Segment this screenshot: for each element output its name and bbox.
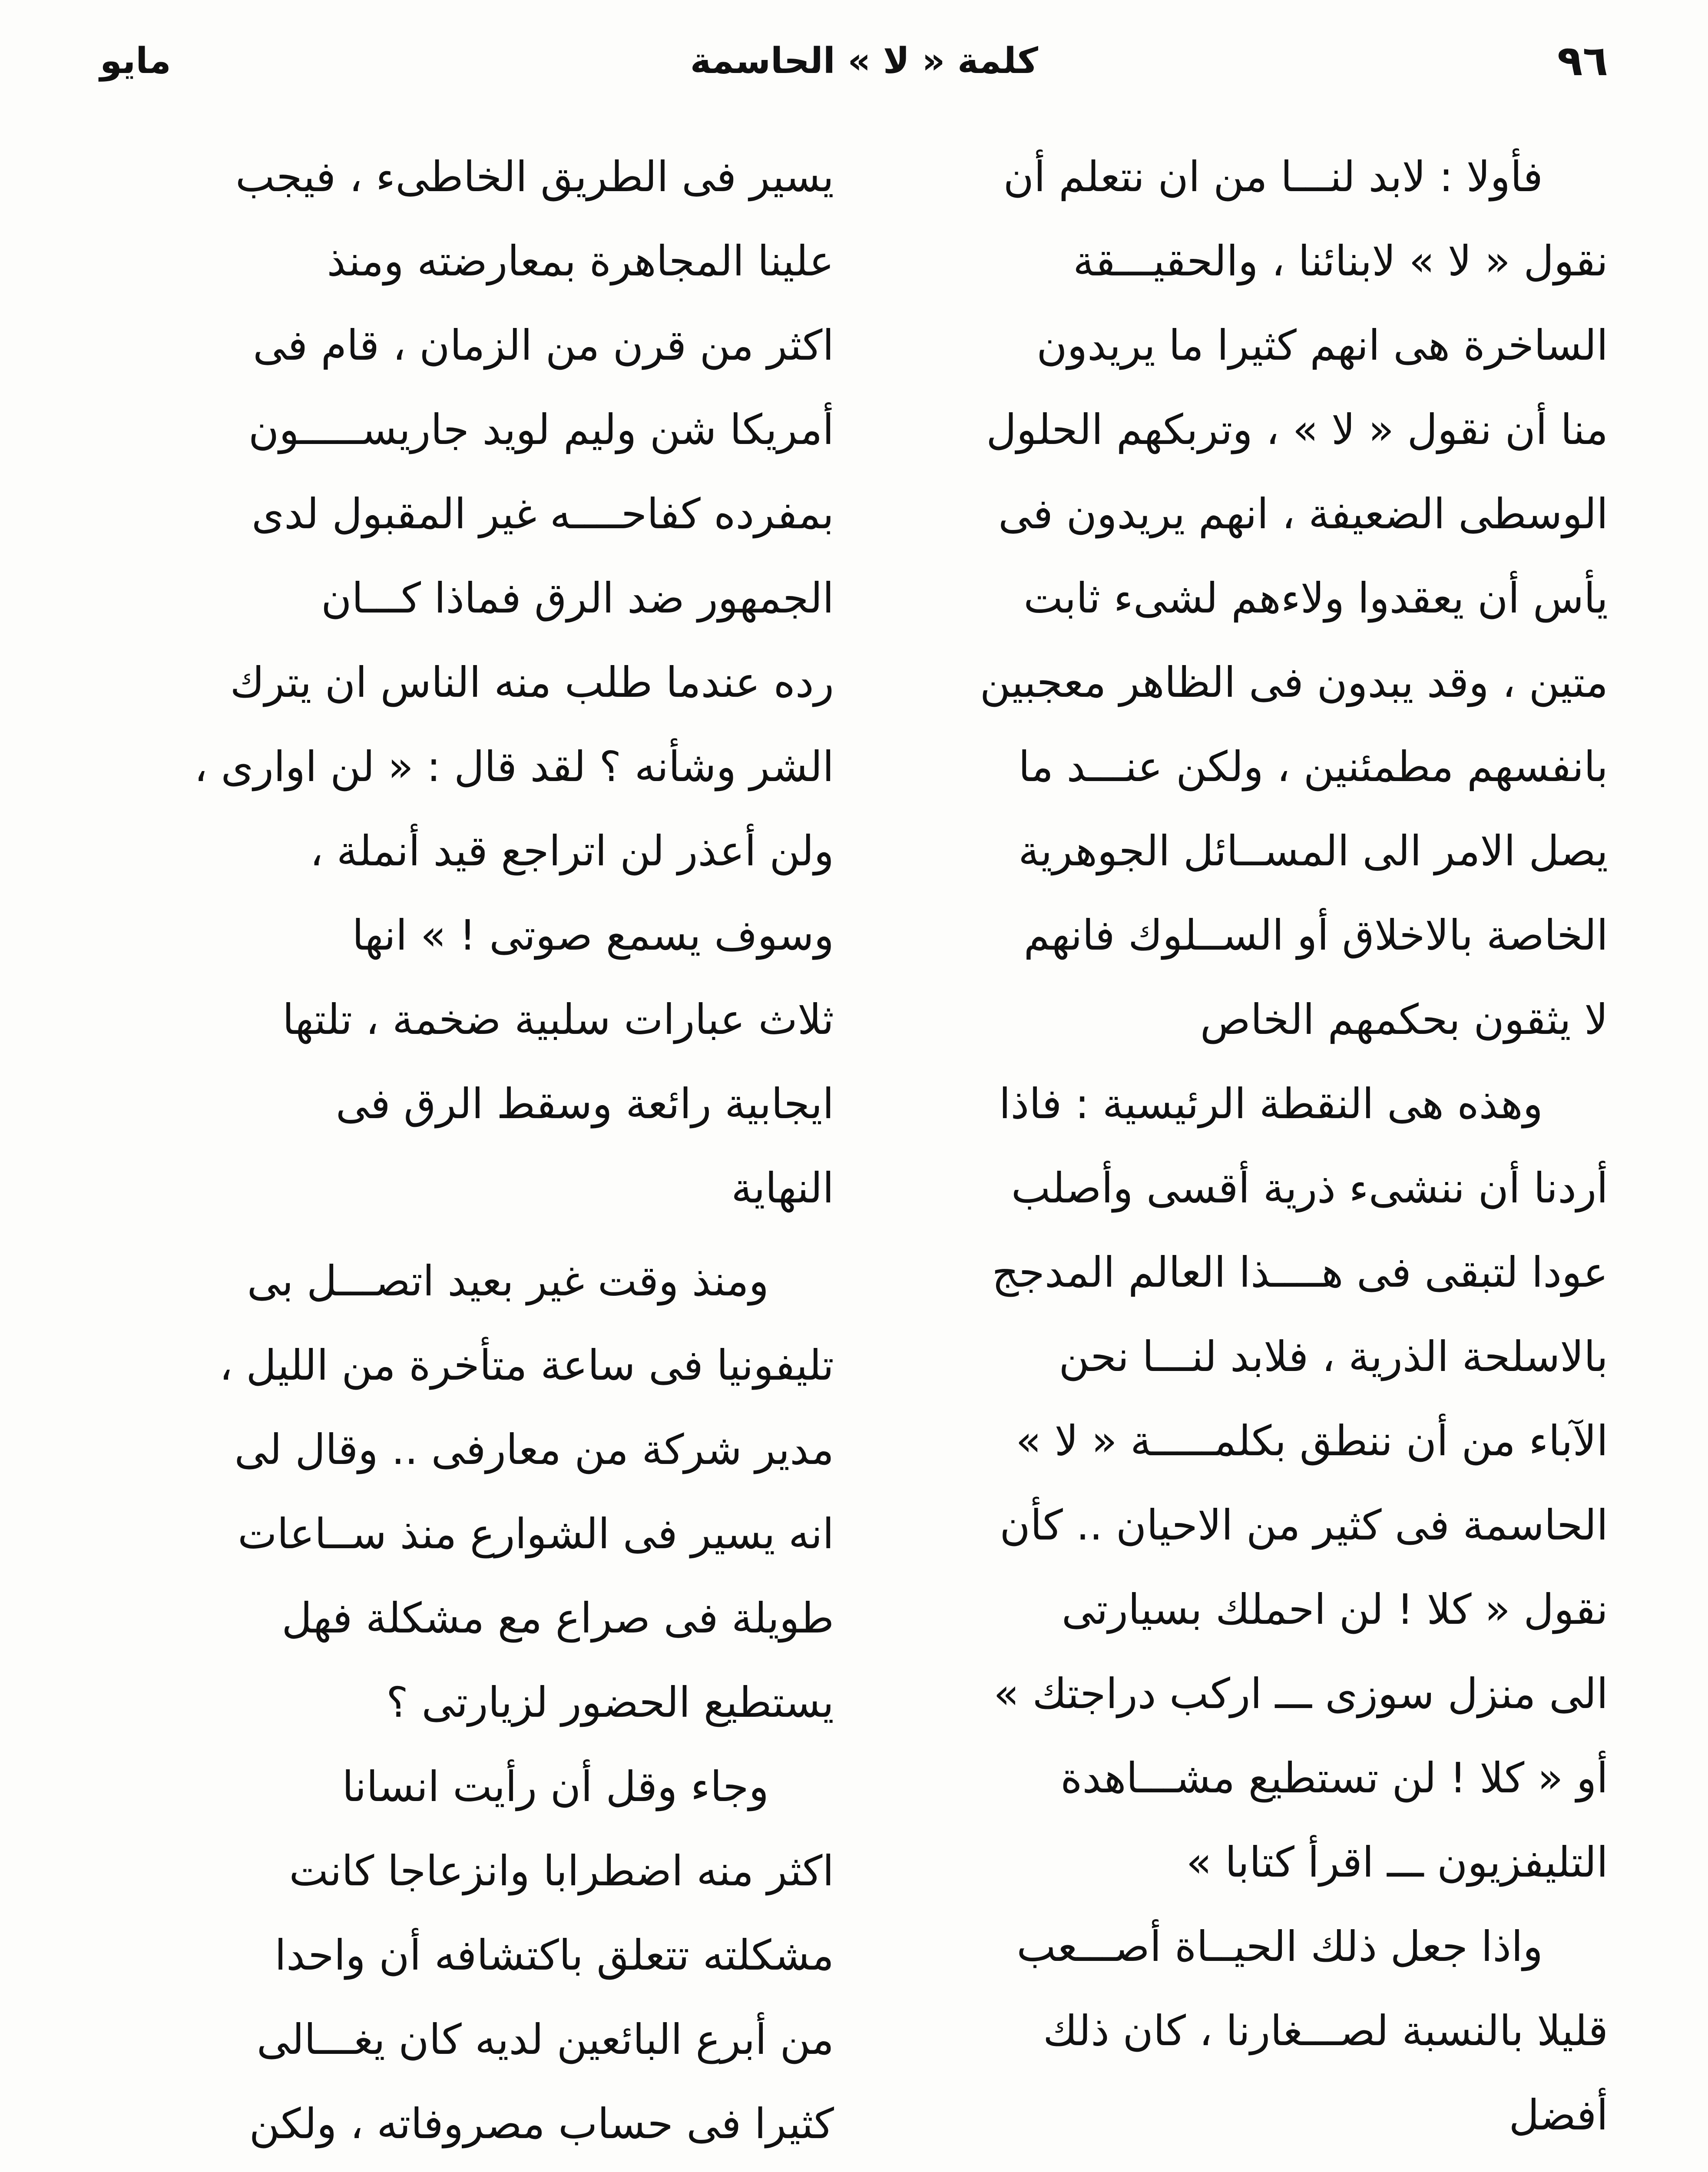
issue-month: مايو [100,40,171,82]
text-line: الآباء من أن ننطق بكلمـــــة « لا » [1016,1417,1608,1465]
text-line [113,2166,834,2172]
text-line: رده عندما طلب منه الناس ان يترك [230,658,834,707]
text-line: بمفرده كفاحــــه غير المقبول لدى [252,490,834,538]
text-line: ومنذ وقت غير بعيد اتصـــل بى [247,1257,769,1305]
chapter-title: كلمة « لا » الحاسمة [690,40,1038,82]
text-line: أردنا أن ننشىء ذرية أقسى وأصلب [1011,1164,1608,1212]
text-line: التليفزيون ـــ اقرأ كتابا » [1186,1838,1608,1887]
text-line: أو « كلا ! لن تستطيع مشـــاهدة [1060,1754,1608,1802]
text-line: ثلاث عبارات سلبية ضخمة ، تلتها [282,995,834,1044]
text-line: اكثر من قرن من الزمان ، قام فى [253,321,834,370]
text-line: ايجابية رائعة وسقط الرق فى [335,1079,834,1128]
text-line: يأس أن يعقدوا ولاءهم لشىء ثابت [1023,574,1608,622]
text-line: الشر وشأنه ؟ لقد قال : « لن اوارى ، [194,742,834,791]
text-line: الساخرة هى انهم كثيرا ما يريدون [1036,321,1608,370]
text-line: متين ، وقد يبدون فى الظاهر معجبين [980,658,1608,707]
text-line: مدير شركة من معارفى .. وقال لى [234,1425,834,1474]
text-line: ولن أعذر لن اتراجع قيد أنملة ، [310,827,834,875]
text-line: الخاصة بالاخلاق أو الســلوك فانهم [1023,911,1608,960]
text-line: نقول « لا » لابنائنا ، والحقيـــقة [1073,237,1608,285]
page-number: ٩٦ [1557,36,1608,85]
text-line: قليلا بالنسبة لصـــغارنا ، كان ذلك [1043,2006,1608,2055]
text-line: مشكلته تتعلق باكتشافه أن واحدا [275,1931,834,1980]
text-line: من أبرع البائعين لديه كان يغـــالى [256,2015,834,2064]
text-line: الوسطى الضعيفة ، انهم يريدون فى [998,490,1608,538]
text-line: علينا المجاهرة بمعارضته ومنذ [327,237,834,285]
text-line: تليفونيا فى ساعة متأخرة من الليل ، [219,1341,834,1390]
text-line: أمريكا شن وليم لويد جاريســـــون [248,405,834,454]
text-line: عودا لتبقى فى هــــذا العالم المدجج [992,1248,1608,1297]
text-line: النهاية [731,1164,834,1212]
text-line: الى منزل سوزى ـــ اركب دراجتك » [993,1669,1608,1718]
text-line: واذا جعل ذلك الحيــاة أصـــعب [1016,1922,1543,1971]
text-line: انه يسير فى الشوارع منذ ســاعات [238,1510,834,1558]
text-line: اكثر منه اضطرابا وانزعاجا كانت [289,1847,834,1895]
text-line: بالاسلحة الذرية ، فلابد لنـــا نحن [1059,1332,1608,1381]
text-line: يستطيع الحضور لزيارتى ؟ [386,1678,834,1727]
text-line: وسوف يسمع صوتى ! » انها [352,911,834,960]
text-line: طويلة فى صراع مع مشكلة فهل [281,1594,834,1642]
text-line: يسير فى الطريق الخاطىء ، فيجب [235,152,834,201]
text-line: لا يثقون بحكمهم الخاص [1200,995,1608,1044]
text-line: يصل الامر الى المســائل الجوهرية [1018,827,1608,875]
text-line: كثيرا فى حساب مصروفاته ، ولكن [249,2099,834,2148]
text-line: منا أن نقول « لا » ، وتربكهم الحلول [986,405,1608,454]
text-line: الجمهور ضد الرق فماذا كـــان [321,574,834,622]
text-line: فأولا : لابد لنـــا من ان نتعلم أن [1003,152,1543,201]
running-header [100,35,1608,87]
text-line: الحاسمة فى كثير من الاحيان .. كأن [1000,1501,1608,1550]
text-line: بانفسهم مطمئنين ، ولكن عنـــد ما [1018,742,1608,791]
text-line: وهذه هى النقطة الرئيسية : فاذا [999,1079,1543,1128]
left-text-column [113,135,834,2172]
text-line: وجاء وقل أن رأيت انسانا [342,1762,769,1811]
text-line: نقول « كلا ! لن احملك بسيارتى [1061,1585,1608,1634]
text-line: أفضل [1509,2091,1608,2139]
right-text-column [887,135,1608,2172]
